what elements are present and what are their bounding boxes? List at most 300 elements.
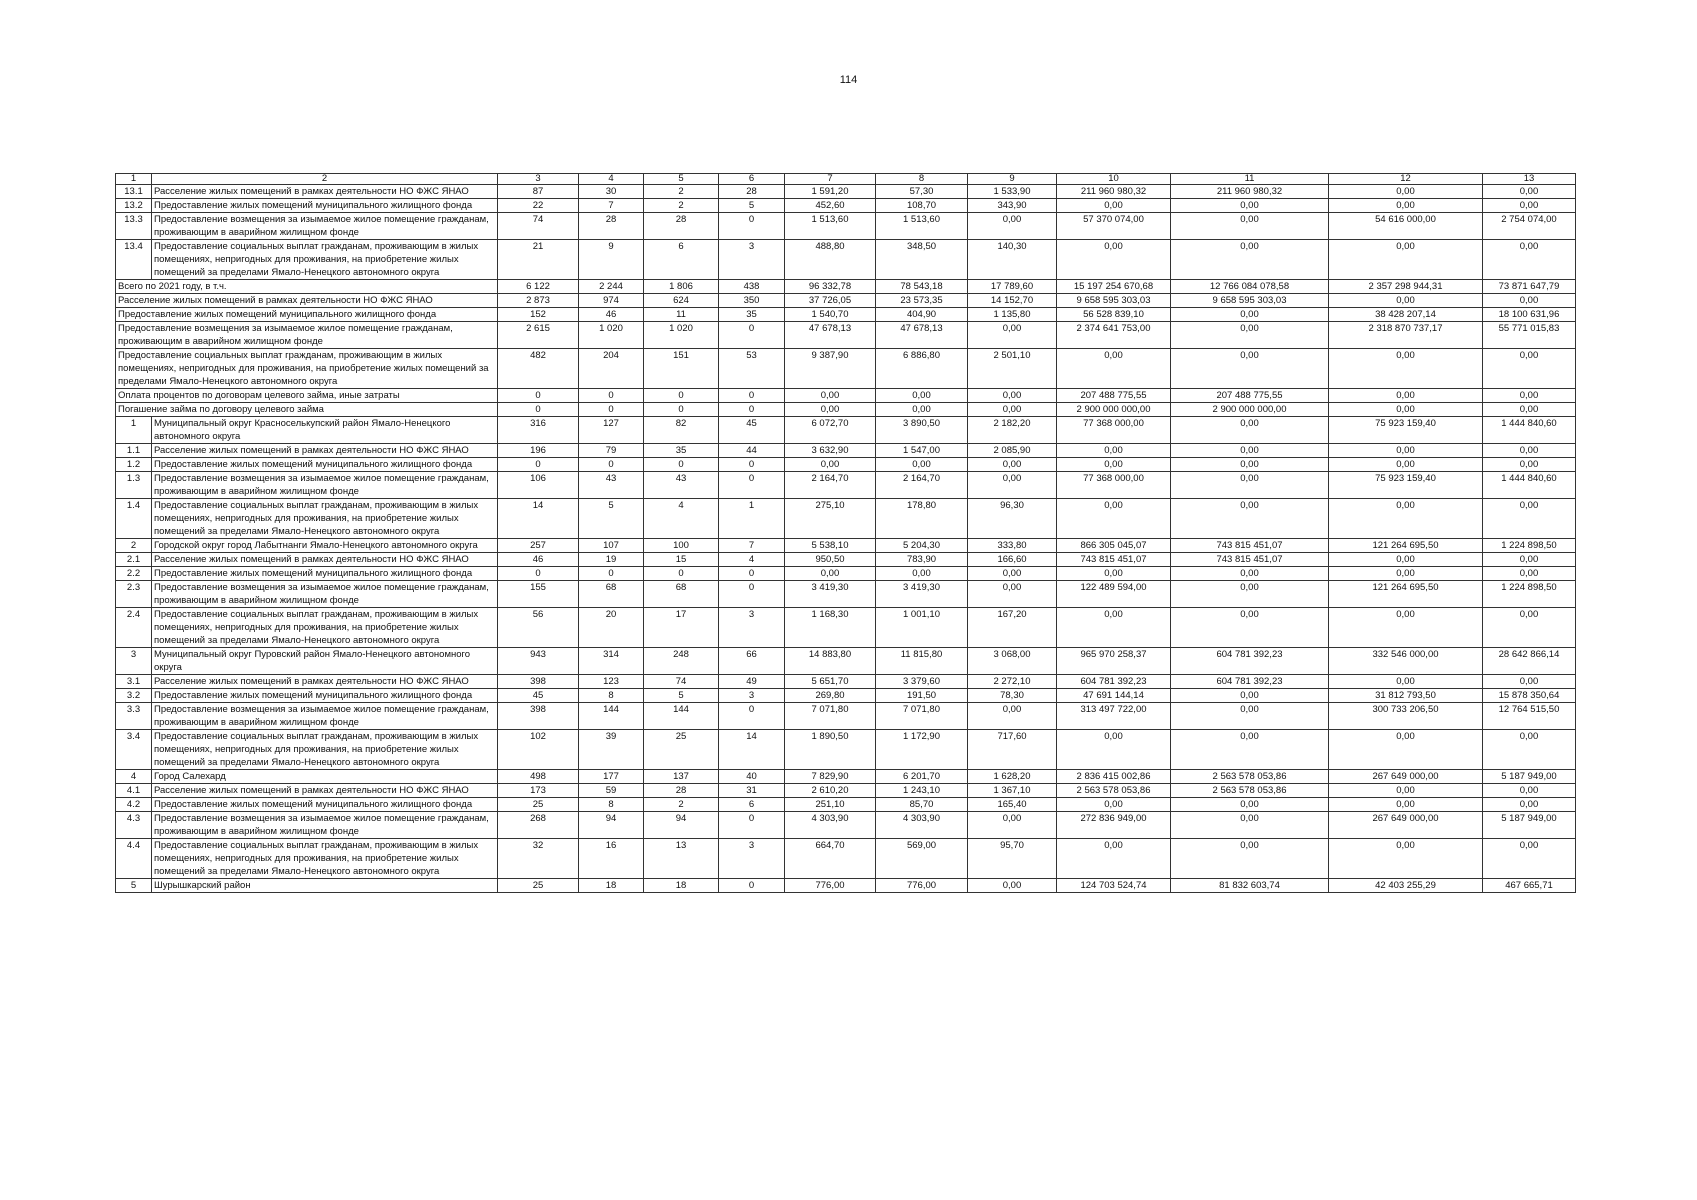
cell-value: 1 135,80 — [968, 308, 1057, 322]
cell-value: 717,60 — [968, 730, 1057, 770]
cell-value: 604 781 392,23 — [1057, 675, 1171, 689]
cell-value: 0,00 — [1171, 812, 1329, 839]
cell-value: 1 243,10 — [876, 784, 968, 798]
cell-value: 11 815,80 — [876, 648, 968, 675]
row-number: 3.4 — [116, 730, 152, 770]
table-row — [116, 458, 1576, 472]
cell-value: 15 878 350,64 — [1483, 689, 1576, 703]
cell-value: 123 — [579, 675, 644, 689]
cell-value: 144 — [644, 703, 719, 730]
cell-value: 0,00 — [968, 581, 1057, 608]
row-number: 4.1 — [116, 784, 152, 798]
cell-value: 57 370 074,00 — [1057, 213, 1171, 240]
table-row — [116, 349, 1576, 389]
cell-value: 2 615 — [498, 322, 579, 349]
row-number: 3.3 — [116, 703, 152, 730]
cell-value: 0,00 — [1483, 294, 1576, 308]
cell-value: 1 367,10 — [968, 784, 1057, 798]
cell-value: 0,00 — [1483, 567, 1576, 581]
cell-value: 1 020 — [644, 322, 719, 349]
cell-value: 0,00 — [1329, 798, 1483, 812]
table-row — [116, 648, 1576, 675]
cell-value: 0,00 — [968, 879, 1057, 893]
cell-value: 28 — [579, 213, 644, 240]
cell-value: 0 — [579, 389, 644, 403]
cell-value: 275,10 — [785, 499, 876, 539]
cell-value: 2 563 578 053,86 — [1171, 784, 1329, 798]
row-name: Предоставление социальных выплат гражданам, проживающим в жилых помещениях, непригодных для проживания, на приобретение жилых помещений за пределами Ямало-Ненецкого автономного округа — [152, 499, 498, 539]
cell-value: 268 — [498, 812, 579, 839]
cell-value: 776,00 — [876, 879, 968, 893]
cell-value: 0,00 — [1329, 444, 1483, 458]
cell-value: 53 — [719, 349, 785, 389]
cell-value: 17 789,60 — [968, 280, 1057, 294]
column-header: 3 — [498, 174, 579, 185]
cell-value: 102 — [498, 730, 579, 770]
table-row — [116, 879, 1576, 893]
cell-value: 47 691 144,14 — [1057, 689, 1171, 703]
cell-value: 1 513,60 — [876, 213, 968, 240]
table-row — [116, 403, 1576, 417]
row-number: 13.2 — [116, 199, 152, 213]
cell-value: 0,00 — [785, 403, 876, 417]
column-header: 8 — [876, 174, 968, 185]
cell-value: 664,70 — [785, 839, 876, 879]
row-name: Расселение жилых помещений в рамках деятельности НО ФЖС ЯНАО — [116, 294, 498, 308]
cell-value: 398 — [498, 703, 579, 730]
table-row — [116, 185, 1576, 199]
cell-value: 28 — [644, 784, 719, 798]
cell-value: 14 883,80 — [785, 648, 876, 675]
cell-value: 0,00 — [1329, 608, 1483, 648]
cell-value: 14 — [498, 499, 579, 539]
cell-value: 0,00 — [1171, 730, 1329, 770]
cell-value: 73 871 647,79 — [1483, 280, 1576, 294]
cell-value: 332 546 000,00 — [1329, 648, 1483, 675]
cell-value: 604 781 392,23 — [1171, 648, 1329, 675]
table-row — [116, 417, 1576, 444]
cell-value: 0 — [719, 581, 785, 608]
cell-value: 0,00 — [1057, 444, 1171, 458]
cell-value: 0,00 — [1171, 458, 1329, 472]
cell-value: 0 — [498, 458, 579, 472]
column-header: 10 — [1057, 174, 1171, 185]
row-number: 1 — [116, 417, 152, 444]
cell-value: 155 — [498, 581, 579, 608]
cell-value: 1 224 898,50 — [1483, 539, 1576, 553]
cell-value: 5 538,10 — [785, 539, 876, 553]
table-row — [116, 199, 1576, 213]
row-name: Предоставление жилых помещений муниципального жилищного фонда — [152, 689, 498, 703]
table-row — [116, 581, 1576, 608]
cell-value: 488,80 — [785, 240, 876, 280]
cell-value: 0,00 — [1329, 403, 1483, 417]
cell-value: 2 244 — [579, 280, 644, 294]
cell-value: 783,90 — [876, 553, 968, 567]
cell-value: 0,00 — [1329, 730, 1483, 770]
cell-value: 94 — [644, 812, 719, 839]
cell-value: 47 678,13 — [785, 322, 876, 349]
cell-value: 1 — [719, 499, 785, 539]
cell-value: 0,00 — [1329, 553, 1483, 567]
row-name: Предоставление возмещения за изымаемое жилое помещение гражданам, проживающим в аварийном жилищном фонде — [152, 703, 498, 730]
cell-value: 269,80 — [785, 689, 876, 703]
cell-value: 207 488 775,55 — [1057, 389, 1171, 403]
cell-value: 2 836 415 002,86 — [1057, 770, 1171, 784]
cell-value: 0,00 — [1483, 403, 1576, 417]
cell-value: 81 832 603,74 — [1171, 879, 1329, 893]
cell-value: 0,00 — [1057, 499, 1171, 539]
cell-value: 0,00 — [1329, 839, 1483, 879]
column-header: 11 — [1171, 174, 1329, 185]
cell-value: 2 — [644, 185, 719, 199]
cell-value: 0,00 — [1483, 730, 1576, 770]
cell-value: 82 — [644, 417, 719, 444]
cell-value: 177 — [579, 770, 644, 784]
cell-value: 0 — [719, 472, 785, 499]
table-row — [116, 784, 1576, 798]
row-name: Муниципальный округ Пуровский район Ямало-Ненецкого автономного округа — [152, 648, 498, 675]
cell-value: 4 — [719, 553, 785, 567]
cell-value: 43 — [579, 472, 644, 499]
cell-value: 0 — [579, 458, 644, 472]
cell-value: 0,00 — [1483, 499, 1576, 539]
cell-value: 438 — [719, 280, 785, 294]
column-header: 6 — [719, 174, 785, 185]
cell-value: 0,00 — [876, 458, 968, 472]
cell-value: 0 — [719, 812, 785, 839]
cell-value: 0,00 — [1483, 199, 1576, 213]
cell-value: 137 — [644, 770, 719, 784]
cell-value: 74 — [644, 675, 719, 689]
cell-value: 0,00 — [876, 389, 968, 403]
row-number: 1.2 — [116, 458, 152, 472]
cell-value: 3 379,60 — [876, 675, 968, 689]
cell-value: 0,00 — [785, 567, 876, 581]
cell-value: 35 — [719, 308, 785, 322]
cell-value: 0,00 — [1057, 199, 1171, 213]
cell-value: 6 072,70 — [785, 417, 876, 444]
cell-value: 0,00 — [1483, 839, 1576, 879]
table-row — [116, 730, 1576, 770]
cell-value: 5 — [719, 199, 785, 213]
cell-value: 40 — [719, 770, 785, 784]
row-name: Предоставление социальных выплат гражданам, проживающим в жилых помещениях, непригодных для проживания, на приобретение жилых помещений за пределами Ямало-Ненецкого автономного округа — [152, 839, 498, 879]
cell-value: 78,30 — [968, 689, 1057, 703]
cell-value: 5 187 949,00 — [1483, 812, 1576, 839]
cell-value: 9 658 595 303,03 — [1171, 294, 1329, 308]
cell-value: 2 182,20 — [968, 417, 1057, 444]
cell-value: 31 — [719, 784, 785, 798]
cell-value: 85,70 — [876, 798, 968, 812]
cell-value: 0,00 — [1057, 458, 1171, 472]
cell-value: 6 — [644, 240, 719, 280]
cell-value: 0 — [719, 322, 785, 349]
cell-value: 0,00 — [1057, 240, 1171, 280]
row-name: Расселение жилых помещений в рамках деятельности НО ФЖС ЯНАО — [152, 784, 498, 798]
row-number: 13.4 — [116, 240, 152, 280]
cell-value: 44 — [719, 444, 785, 458]
cell-value: 2 900 000 000,00 — [1171, 403, 1329, 417]
row-number: 3 — [116, 648, 152, 675]
cell-value: 267 649 000,00 — [1329, 812, 1483, 839]
cell-value: 7 071,80 — [876, 703, 968, 730]
column-header: 12 — [1329, 174, 1483, 185]
cell-value: 267 649 000,00 — [1329, 770, 1483, 784]
cell-value: 0,00 — [876, 403, 968, 417]
cell-value: 17 — [644, 608, 719, 648]
cell-value: 57,30 — [876, 185, 968, 199]
cell-value: 1 001,10 — [876, 608, 968, 648]
cell-value: 0 — [498, 567, 579, 581]
cell-value: 5 — [579, 499, 644, 539]
cell-value: 1 444 840,60 — [1483, 472, 1576, 499]
cell-value: 0 — [719, 458, 785, 472]
cell-value: 251,10 — [785, 798, 876, 812]
cell-value: 0,00 — [1057, 349, 1171, 389]
cell-value: 9 — [579, 240, 644, 280]
cell-value: 316 — [498, 417, 579, 444]
cell-value: 96,30 — [968, 499, 1057, 539]
row-name: Предоставление социальных выплат гражданам, проживающим в жилых помещениях, непригодных для проживания, на приобретение жилых помещений за пределами Ямало-Ненецкого автономного округа — [116, 349, 498, 389]
cell-value: 0,00 — [1171, 581, 1329, 608]
cell-value: 404,90 — [876, 308, 968, 322]
cell-value: 35 — [644, 444, 719, 458]
cell-value: 0,00 — [1057, 567, 1171, 581]
cell-value: 196 — [498, 444, 579, 458]
cell-value: 204 — [579, 349, 644, 389]
cell-value: 0,00 — [1483, 784, 1576, 798]
cell-value: 18 — [644, 879, 719, 893]
cell-value: 1 540,70 — [785, 308, 876, 322]
cell-value: 124 703 524,74 — [1057, 879, 1171, 893]
cell-value: 624 — [644, 294, 719, 308]
cell-value: 0,00 — [1171, 199, 1329, 213]
cell-value: 0,00 — [1329, 294, 1483, 308]
row-name: Предоставление возмещения за изымаемое жилое помещение гражданам, проживающим в аварийном жилищном фонде — [152, 812, 498, 839]
cell-value: 107 — [579, 539, 644, 553]
cell-value: 59 — [579, 784, 644, 798]
cell-value: 0 — [644, 567, 719, 581]
cell-value: 1 020 — [579, 322, 644, 349]
column-header: 1 — [116, 174, 152, 185]
row-number: 2 — [116, 539, 152, 553]
cell-value: 776,00 — [785, 879, 876, 893]
header-row — [116, 174, 1576, 185]
cell-value: 77 368 000,00 — [1057, 472, 1171, 499]
column-header: 4 — [579, 174, 644, 185]
cell-value: 96 332,78 — [785, 280, 876, 294]
row-number: 2.2 — [116, 567, 152, 581]
row-name: Шурышкарский район — [152, 879, 498, 893]
cell-value: 1 513,60 — [785, 213, 876, 240]
cell-value: 0,00 — [1329, 675, 1483, 689]
cell-value: 498 — [498, 770, 579, 784]
cell-value: 1 591,20 — [785, 185, 876, 199]
cell-value: 348,50 — [876, 240, 968, 280]
table-row — [116, 322, 1576, 349]
cell-value: 0,00 — [1171, 472, 1329, 499]
cell-value: 0,00 — [1483, 675, 1576, 689]
cell-value: 6 122 — [498, 280, 579, 294]
cell-value: 1 533,90 — [968, 185, 1057, 199]
table-row — [116, 567, 1576, 581]
cell-value: 122 489 594,00 — [1057, 581, 1171, 608]
cell-value: 2 085,90 — [968, 444, 1057, 458]
cell-value: 165,40 — [968, 798, 1057, 812]
cell-value: 0,00 — [785, 389, 876, 403]
cell-value: 0 — [719, 567, 785, 581]
cell-value: 3 632,90 — [785, 444, 876, 458]
cell-value: 1 168,30 — [785, 608, 876, 648]
cell-value: 0,00 — [1483, 458, 1576, 472]
cell-value: 1 547,00 — [876, 444, 968, 458]
cell-value: 0,00 — [1171, 567, 1329, 581]
cell-value: 74 — [498, 213, 579, 240]
table-row — [116, 675, 1576, 689]
cell-value: 0,00 — [1171, 689, 1329, 703]
row-name: Предоставление возмещения за изымаемое жилое помещение гражданам, проживающим в аварийном жилищном фонде — [152, 581, 498, 608]
cell-value: 20 — [579, 608, 644, 648]
cell-value: 0,00 — [1171, 322, 1329, 349]
cell-value: 2 374 641 753,00 — [1057, 322, 1171, 349]
cell-value: 0 — [719, 703, 785, 730]
cell-value: 0,00 — [968, 322, 1057, 349]
cell-value: 42 403 255,29 — [1329, 879, 1483, 893]
row-number: 2.1 — [116, 553, 152, 567]
cell-value: 0,00 — [968, 812, 1057, 839]
cell-value: 32 — [498, 839, 579, 879]
cell-value: 3 419,30 — [876, 581, 968, 608]
cell-value: 0 — [719, 403, 785, 417]
cell-value: 0,00 — [1329, 389, 1483, 403]
row-number: 4.2 — [116, 798, 152, 812]
cell-value: 0 — [498, 403, 579, 417]
cell-value: 0,00 — [1329, 499, 1483, 539]
cell-value: 0,00 — [1171, 240, 1329, 280]
row-name: Предоставление социальных выплат гражданам, проживающим в жилых помещениях, непригодных для проживания, на приобретение жилых помещений за пределами Ямало-Ненецкого автономного округа — [152, 730, 498, 770]
cell-value: 943 — [498, 648, 579, 675]
cell-value: 211 960 980,32 — [1171, 185, 1329, 199]
cell-value: 9 658 595 303,03 — [1057, 294, 1171, 308]
cell-value: 0,00 — [1057, 730, 1171, 770]
cell-value: 3 — [719, 240, 785, 280]
cell-value: 313 497 722,00 — [1057, 703, 1171, 730]
cell-value: 3 — [719, 608, 785, 648]
table-row — [116, 812, 1576, 839]
page-number: 114 — [839, 74, 858, 86]
cell-value: 8 — [579, 798, 644, 812]
cell-value: 5 187 949,00 — [1483, 770, 1576, 784]
cell-value: 13 — [644, 839, 719, 879]
cell-value: 94 — [579, 812, 644, 839]
cell-value: 39 — [579, 730, 644, 770]
cell-value: 152 — [498, 308, 579, 322]
row-name: Расселение жилых помещений в рамках деятельности НО ФЖС ЯНАО — [152, 675, 498, 689]
cell-value: 2 357 298 944,31 — [1329, 280, 1483, 294]
row-number: 4 — [116, 770, 152, 784]
row-number: 2.4 — [116, 608, 152, 648]
cell-value: 5 204,30 — [876, 539, 968, 553]
cell-value: 0,00 — [1171, 703, 1329, 730]
cell-value: 30 — [579, 185, 644, 199]
row-name: Предоставление социальных выплат гражданам, проживающим в жилых помещениях, непригодных для проживания, на приобретение жилых помещений за пределами Ямало-Ненецкого автономного округа — [152, 240, 498, 280]
table-row — [116, 240, 1576, 280]
cell-value: 0,00 — [1329, 199, 1483, 213]
cell-value: 0 — [644, 403, 719, 417]
cell-value: 0,00 — [1483, 389, 1576, 403]
cell-value: 0,00 — [1171, 417, 1329, 444]
cell-value: 7 — [719, 539, 785, 553]
row-number: 1.3 — [116, 472, 152, 499]
cell-value: 2 900 000 000,00 — [1057, 403, 1171, 417]
cell-value: 55 771 015,83 — [1483, 322, 1576, 349]
cell-value: 965 970 258,37 — [1057, 648, 1171, 675]
cell-value: 0,00 — [1329, 567, 1483, 581]
cell-value: 1 628,20 — [968, 770, 1057, 784]
cell-value: 75 923 159,40 — [1329, 417, 1483, 444]
column-header: 5 — [644, 174, 719, 185]
cell-value: 0 — [719, 213, 785, 240]
cell-value: 2 — [644, 798, 719, 812]
cell-value: 0 — [644, 389, 719, 403]
cell-value: 3 419,30 — [785, 581, 876, 608]
cell-value: 14 152,70 — [968, 294, 1057, 308]
cell-value: 77 368 000,00 — [1057, 417, 1171, 444]
row-name: Всего по 2021 году, в т.ч. — [116, 280, 498, 294]
cell-value: 79 — [579, 444, 644, 458]
row-number: 4.3 — [116, 812, 152, 839]
cell-value: 300 733 206,50 — [1329, 703, 1483, 730]
cell-value: 350 — [719, 294, 785, 308]
cell-value: 121 264 695,50 — [1329, 539, 1483, 553]
cell-value: 18 — [579, 879, 644, 893]
table-row — [116, 280, 1576, 294]
cell-value: 0,00 — [968, 472, 1057, 499]
cell-value: 75 923 159,40 — [1329, 472, 1483, 499]
cell-value: 25 — [498, 879, 579, 893]
cell-value: 28 — [644, 213, 719, 240]
row-name: Муниципальный округ Красноселькупский район Ямало-Ненецкого автономного округа — [152, 417, 498, 444]
cell-value: 5 651,70 — [785, 675, 876, 689]
cell-value: 0,00 — [1483, 798, 1576, 812]
row-number: 13.1 — [116, 185, 152, 199]
cell-value: 743 815 451,07 — [1171, 539, 1329, 553]
cell-value: 3 068,00 — [968, 648, 1057, 675]
column-header: 2 — [152, 174, 498, 185]
row-number: 1.1 — [116, 444, 152, 458]
cell-value: 3 890,50 — [876, 417, 968, 444]
table-row — [116, 553, 1576, 567]
cell-value: 6 — [719, 798, 785, 812]
cell-value: 0 — [719, 389, 785, 403]
table-row — [116, 294, 1576, 308]
cell-value: 4 — [644, 499, 719, 539]
cell-value: 950,50 — [785, 553, 876, 567]
row-name: Предоставление жилых помещений муниципального жилищного фонда — [116, 308, 498, 322]
row-name: Предоставление возмещения за изымаемое жилое помещение гражданам, проживающим в аварийном жилищном фонде — [152, 213, 498, 240]
row-name: Предоставление жилых помещений муниципального жилищного фонда — [152, 458, 498, 472]
table-row — [116, 213, 1576, 240]
data-table — [115, 173, 1576, 893]
table-row — [116, 472, 1576, 499]
cell-value: 0,00 — [1483, 185, 1576, 199]
cell-value: 0,00 — [968, 213, 1057, 240]
table-row — [116, 703, 1576, 730]
cell-value: 0 — [579, 403, 644, 417]
cell-value: 398 — [498, 675, 579, 689]
cell-value: 0 — [579, 567, 644, 581]
